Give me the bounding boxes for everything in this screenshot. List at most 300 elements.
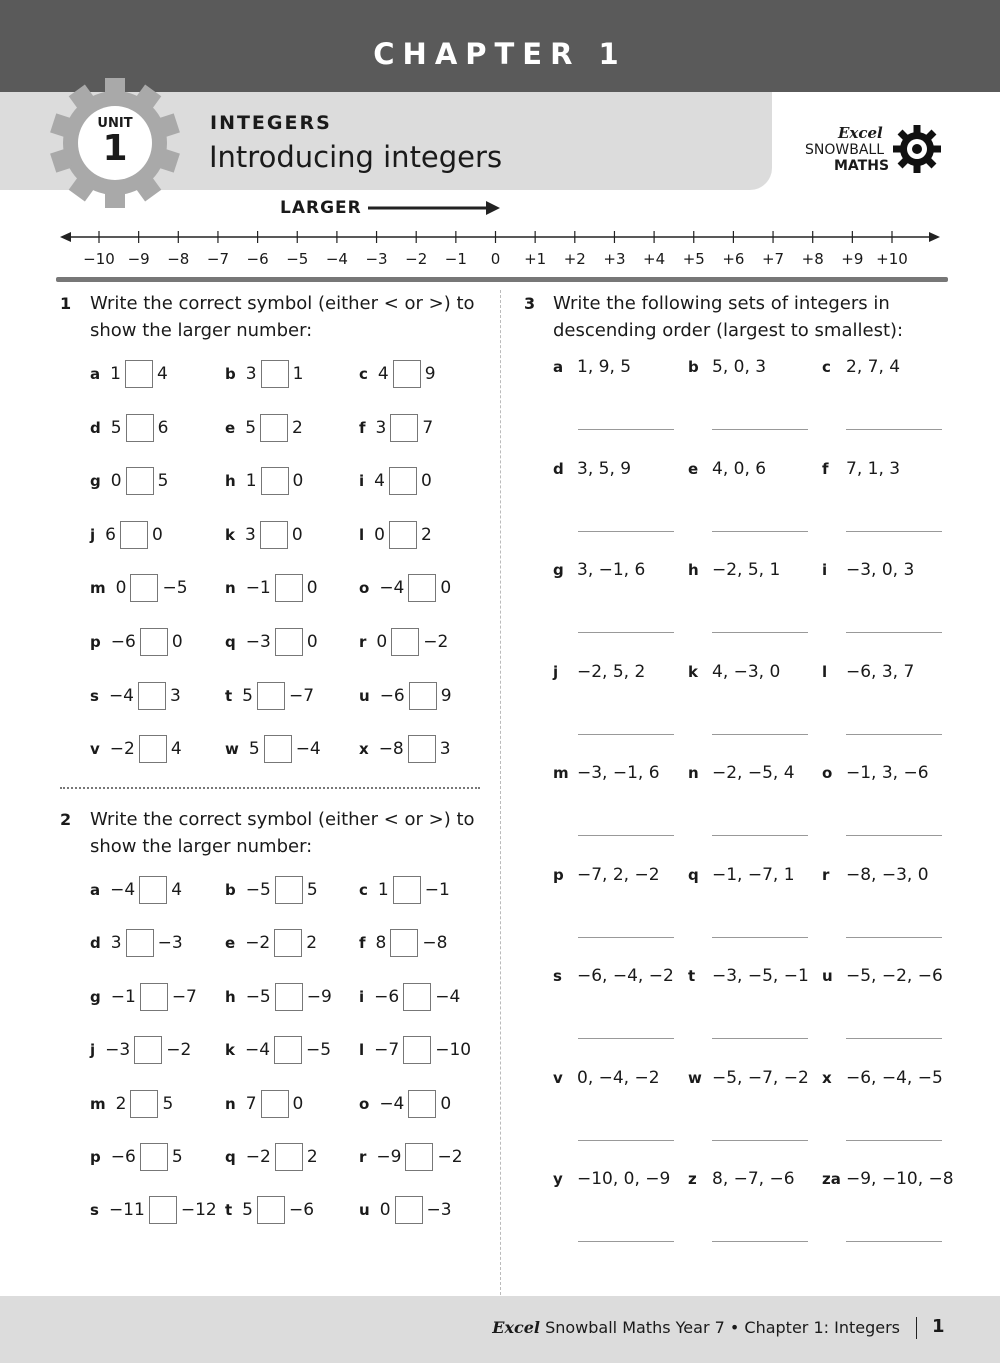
- item-letter: n: [225, 579, 236, 598]
- tick-label: −7: [206, 250, 229, 268]
- right-number: 0: [292, 1093, 304, 1114]
- integer-set: 5, 0, 3: [712, 357, 767, 377]
- item-letter: f: [359, 418, 366, 437]
- answer-box[interactable]: [274, 929, 302, 957]
- answer-line[interactable]: [846, 632, 942, 633]
- right-number: −8: [422, 933, 448, 954]
- item-letter: i: [822, 561, 828, 579]
- answer-box[interactable]: [138, 682, 166, 710]
- integer-set: −10, 0, −9: [577, 1169, 671, 1189]
- comparison-item: [90, 412, 168, 444]
- answer-box[interactable]: [260, 414, 288, 442]
- right-number: −3: [426, 1200, 452, 1221]
- ordering-item: [553, 357, 631, 377]
- tick-label: −5: [286, 250, 309, 268]
- integer-set: −7, 2, −2: [577, 864, 660, 885]
- left-number: −6: [110, 1147, 136, 1167]
- left-number: 3: [244, 524, 256, 545]
- answer-box[interactable]: [126, 467, 154, 495]
- right-number: −9: [306, 986, 332, 1007]
- item-letter: d: [90, 934, 101, 953]
- footer-text: [492, 1318, 900, 1337]
- footer-separator: [916, 1317, 917, 1339]
- larger-label: LARGER: [280, 198, 362, 218]
- right-number: 0: [306, 632, 318, 652]
- ordering-item: [688, 1068, 809, 1088]
- comparison-item: [359, 358, 436, 390]
- right-number: 5: [306, 880, 318, 900]
- tick-label: −8: [167, 250, 190, 268]
- item-letter: f: [822, 459, 829, 478]
- answer-line[interactable]: [578, 531, 674, 532]
- integer-set: −8, −3, 0: [846, 864, 929, 885]
- item-letter: b: [688, 358, 699, 376]
- logo-gear-icon: [892, 124, 942, 174]
- integer-set: −6, −4, −5: [846, 1067, 943, 1088]
- right-number: 0: [291, 524, 303, 545]
- tick-label: −2: [405, 250, 428, 268]
- item-letter: c: [359, 881, 368, 899]
- item-letter: y: [553, 1170, 563, 1188]
- right-number: 5: [171, 1147, 183, 1167]
- ordering-item: [688, 865, 795, 885]
- answer-line[interactable]: [846, 835, 942, 836]
- left-number: 2: [115, 1093, 127, 1114]
- ordering-item: [553, 1068, 660, 1088]
- answer-line[interactable]: [712, 1038, 808, 1039]
- answer-box[interactable]: [389, 521, 417, 549]
- answer-box[interactable]: [261, 360, 289, 388]
- answer-box[interactable]: [274, 1036, 302, 1064]
- comparison-item: [359, 874, 450, 906]
- answer-box[interactable]: [139, 876, 167, 904]
- item-letter: z: [688, 1170, 697, 1188]
- answer-box[interactable]: [390, 414, 418, 442]
- left-number: 7: [245, 1093, 257, 1114]
- left-number: 4: [374, 471, 385, 492]
- item-letter: s: [553, 967, 562, 985]
- integer-set: 8, −7, −6: [712, 1169, 795, 1189]
- item-letter: q: [225, 633, 236, 651]
- ordering-item: [822, 662, 914, 682]
- answer-box[interactable]: [275, 983, 303, 1011]
- answer-line[interactable]: [578, 835, 674, 836]
- right-number: −5: [306, 1040, 332, 1061]
- comparison-item: [359, 412, 433, 444]
- left-number: −4: [110, 880, 136, 900]
- left-number: −6: [379, 685, 405, 706]
- item-letter: n: [225, 1094, 236, 1113]
- right-number: 0: [171, 632, 183, 652]
- answer-line[interactable]: [712, 1140, 808, 1141]
- answer-line[interactable]: [578, 1038, 674, 1039]
- left-number: −3: [245, 632, 271, 652]
- comparison-item: [225, 465, 303, 497]
- ordering-item: [822, 1169, 954, 1189]
- integer-set: 3, 5, 9: [577, 458, 632, 479]
- right-number: −7: [171, 986, 197, 1007]
- ordering-item: [822, 966, 943, 986]
- item-letter: a: [553, 358, 564, 376]
- left-number: 6: [105, 524, 116, 545]
- answer-box[interactable]: [126, 929, 154, 957]
- right-number: −2: [437, 1147, 463, 1167]
- right-number: 1: [292, 364, 304, 384]
- comparison-item: [225, 519, 303, 551]
- comparison-item: [359, 981, 460, 1013]
- answer-line[interactable]: [712, 734, 808, 735]
- item-letter: m: [90, 579, 106, 598]
- left-number: −4: [244, 1040, 271, 1061]
- right-number: −1: [424, 880, 450, 900]
- integer-set: 1, 9, 5: [577, 357, 632, 377]
- footer-excel: Excel: [492, 1318, 540, 1337]
- tick-label: 0: [490, 250, 501, 268]
- integer-set: −9, −10, −8: [846, 1169, 954, 1189]
- comparison-item: [225, 1194, 314, 1226]
- comparison-item: [90, 981, 197, 1013]
- item-letter: a: [90, 365, 101, 383]
- comparison-item: [359, 1141, 463, 1173]
- item-letter: p: [553, 865, 564, 884]
- tick-label: +1: [524, 250, 547, 268]
- answer-line[interactable]: [578, 632, 674, 633]
- item-letter: u: [359, 686, 370, 705]
- item-letter: s: [90, 686, 99, 705]
- comparison-item: [359, 572, 451, 604]
- answer-box[interactable]: [408, 1090, 436, 1118]
- answer-line[interactable]: [578, 1241, 674, 1242]
- unit-label: UNIT: [97, 116, 133, 131]
- item-letter: d: [90, 418, 101, 437]
- footer-bullet: •: [724, 1318, 745, 1337]
- left-number: 5: [248, 739, 260, 760]
- ordering-item: [688, 459, 766, 479]
- left-number: −2: [245, 1147, 271, 1167]
- tick-label: −10: [83, 250, 115, 268]
- answer-box[interactable]: [261, 467, 289, 495]
- comparison-item: [359, 519, 432, 551]
- page-title: Introducing integers: [209, 140, 503, 174]
- left-number: 8: [375, 933, 387, 954]
- tick-label: +9: [841, 250, 864, 268]
- tick-label: −9: [127, 250, 150, 268]
- integer-set: −5, −7, −2: [712, 1067, 809, 1088]
- right-number: 4: [170, 739, 182, 760]
- answer-box[interactable]: [130, 1090, 158, 1118]
- item-letter: za: [822, 1170, 841, 1188]
- tick-label: +2: [563, 250, 586, 268]
- ordering-item: [553, 1169, 670, 1189]
- left-number: 5: [110, 417, 122, 438]
- number-line: [0, 180, 1000, 250]
- tick-label: −3: [365, 250, 388, 268]
- integer-set: 4, −3, 0: [712, 661, 781, 682]
- answer-line[interactable]: [578, 1140, 674, 1141]
- answer-line[interactable]: [712, 1241, 808, 1242]
- right-number: −12: [180, 1200, 217, 1221]
- item-letter: i: [359, 987, 365, 1006]
- topic-title: INTEGERS: [210, 112, 332, 134]
- answer-box[interactable]: [403, 1036, 431, 1064]
- tick-label: +4: [643, 250, 666, 268]
- tick-label: +7: [761, 250, 785, 268]
- answer-box[interactable]: [130, 574, 158, 602]
- tick-label: −1: [444, 250, 467, 268]
- answer-line[interactable]: [846, 1241, 942, 1242]
- ordering-item: [822, 763, 929, 783]
- item-letter: g: [553, 561, 564, 579]
- ordering-item: [688, 966, 809, 986]
- left-number: 1: [245, 471, 257, 492]
- right-number: 9: [424, 364, 436, 384]
- integer-set: 0, −4, −2: [577, 1067, 660, 1088]
- logo-maths-text: MATHS: [834, 158, 890, 174]
- right-number: 5: [162, 1093, 174, 1114]
- comparison-item: [359, 927, 447, 959]
- comparison-item: [90, 572, 188, 604]
- answer-box[interactable]: [408, 735, 436, 763]
- answer-line[interactable]: [846, 1140, 942, 1141]
- right-number: −4: [435, 986, 461, 1007]
- item-letter: m: [90, 1094, 106, 1113]
- comparison-item: [225, 1088, 303, 1120]
- right-number: −6: [289, 1200, 315, 1221]
- answer-line[interactable]: [846, 531, 942, 532]
- ordering-item: [822, 865, 929, 885]
- comparison-item: [225, 874, 318, 906]
- answer-line[interactable]: [846, 937, 942, 938]
- item-letter: g: [90, 472, 101, 491]
- ordering-item: [822, 459, 900, 479]
- page-number: 1: [932, 1316, 945, 1337]
- item-letter: r: [822, 865, 830, 884]
- left-number: −11: [108, 1200, 145, 1221]
- answer-box[interactable]: [140, 628, 168, 656]
- answer-box[interactable]: [275, 1143, 303, 1171]
- left-number: 0: [376, 632, 388, 652]
- comparison-item: [90, 1088, 173, 1120]
- ordering-item: [688, 662, 780, 682]
- left-number: −1: [110, 986, 136, 1007]
- comparison-item: [225, 680, 314, 712]
- right-number: 4: [156, 364, 168, 384]
- item-letter: b: [225, 365, 236, 383]
- comparison-item: [90, 1034, 191, 1066]
- item-letter: x: [822, 1068, 832, 1087]
- answer-box[interactable]: [260, 521, 288, 549]
- left-number: −5: [245, 880, 271, 900]
- answer-line[interactable]: [712, 937, 808, 938]
- answer-box[interactable]: [140, 983, 168, 1011]
- answer-box[interactable]: [139, 735, 167, 763]
- answer-box[interactable]: [389, 467, 417, 495]
- left-number: −4: [379, 578, 405, 599]
- item-letter: b: [225, 881, 236, 899]
- question-3-number: 3: [524, 294, 536, 313]
- answer-box[interactable]: [390, 929, 418, 957]
- right-number: 0: [151, 524, 163, 545]
- right-number: 2: [306, 933, 318, 954]
- left-number: 0: [115, 578, 127, 599]
- item-letter: g: [90, 987, 101, 1006]
- integer-set: 7, 1, 3: [846, 458, 901, 479]
- item-letter: r: [359, 633, 367, 651]
- ordering-item: [688, 560, 780, 580]
- answer-box[interactable]: [408, 574, 436, 602]
- right-number: −3: [157, 933, 183, 954]
- item-letter: u: [822, 967, 833, 985]
- left-number: −8: [378, 739, 404, 760]
- integer-set: −2, −5, 4: [712, 763, 795, 783]
- item-letter: s: [90, 1201, 99, 1220]
- answer-line[interactable]: [578, 937, 674, 938]
- answer-box[interactable]: [391, 628, 419, 656]
- question-1-number: 1: [60, 294, 72, 313]
- tick-label: +10: [876, 250, 908, 268]
- ordering-item: [688, 357, 766, 377]
- answer-line[interactable]: [712, 835, 808, 836]
- item-letter: t: [225, 1201, 233, 1220]
- left-number: 3: [110, 933, 122, 954]
- answer-box[interactable]: [405, 1143, 433, 1171]
- item-letter: e: [225, 934, 236, 953]
- comparison-item: [90, 465, 168, 497]
- answer-box[interactable]: [140, 1143, 168, 1171]
- answer-line[interactable]: [846, 1038, 942, 1039]
- answer-box[interactable]: [134, 1036, 162, 1064]
- comparison-item: [225, 626, 318, 658]
- answer-box[interactable]: [395, 1196, 423, 1224]
- item-letter: l: [359, 1041, 365, 1060]
- comparison-item: [225, 733, 321, 765]
- tick-label: +8: [801, 250, 824, 268]
- left-number: 0: [374, 524, 385, 545]
- item-letter: h: [688, 561, 699, 579]
- right-number: 0: [420, 471, 432, 492]
- tick-label: −6: [246, 250, 269, 268]
- item-letter: v: [90, 740, 100, 759]
- item-letter: t: [225, 686, 233, 705]
- integer-set: 3, −1, 6: [577, 560, 646, 580]
- logo-excel-text: Excel: [838, 124, 883, 142]
- right-number: 2: [420, 524, 432, 545]
- right-number: 0: [440, 1093, 452, 1114]
- answer-box[interactable]: [126, 414, 154, 442]
- right-number: 4: [171, 880, 183, 900]
- answer-box[interactable]: [275, 628, 303, 656]
- item-letter: q: [688, 865, 699, 884]
- answer-box[interactable]: [393, 360, 421, 388]
- item-letter: l: [359, 525, 365, 544]
- tick-label: −4: [325, 250, 348, 268]
- answer-box[interactable]: [125, 360, 153, 388]
- left-number: 1: [377, 880, 389, 900]
- right-number: −5: [162, 578, 188, 599]
- comparison-item: [90, 1194, 217, 1226]
- ordering-item: [822, 357, 900, 377]
- answer-box[interactable]: [264, 735, 292, 763]
- item-letter: j: [90, 1041, 96, 1060]
- answer-box[interactable]: [120, 521, 148, 549]
- answer-line[interactable]: [712, 429, 808, 430]
- answer-line[interactable]: [712, 531, 808, 532]
- comparison-item: [359, 465, 432, 497]
- ordering-item: [553, 459, 631, 479]
- item-letter: e: [225, 418, 236, 437]
- item-letter: p: [90, 1148, 101, 1166]
- left-number: 0: [110, 471, 122, 492]
- item-letter: p: [90, 633, 101, 651]
- right-number: 0: [440, 578, 452, 599]
- ordering-item: [822, 1068, 943, 1088]
- answer-line[interactable]: [712, 632, 808, 633]
- comparison-item: [359, 680, 452, 712]
- question-2-text: Write the correct symbol (either < or >) to show the larger number:: [90, 809, 475, 857]
- tick-label: +5: [682, 250, 705, 268]
- answer-box[interactable]: [257, 1196, 285, 1224]
- answer-box[interactable]: [275, 574, 303, 602]
- left-number: −4: [379, 1093, 405, 1114]
- left-number: 1: [110, 364, 121, 384]
- comparison-item: [225, 358, 303, 390]
- right-number: 9: [440, 685, 452, 706]
- item-letter: c: [359, 365, 368, 383]
- right-number: −7: [289, 685, 315, 706]
- answer-box[interactable]: [261, 1090, 289, 1118]
- comparison-item: [225, 1141, 318, 1173]
- answer-box[interactable]: [257, 682, 285, 710]
- tick-label: +6: [722, 250, 745, 268]
- ordering-item: [688, 763, 795, 783]
- item-letter: m: [553, 764, 569, 782]
- integer-set: −1, −7, 1: [712, 864, 795, 885]
- right-number: 2: [292, 417, 303, 438]
- comparison-item: [359, 1088, 451, 1120]
- answer-line[interactable]: [846, 429, 942, 430]
- integer-set: 4, 0, 6: [712, 458, 767, 479]
- question-1-text: Write the correct symbol (either < or >) to show the larger number:: [90, 293, 475, 341]
- comparison-item: [90, 733, 182, 765]
- item-letter: q: [225, 1148, 236, 1166]
- right-number: −10: [435, 1040, 472, 1061]
- left-number: 5: [245, 417, 257, 438]
- answer-box[interactable]: [403, 983, 431, 1011]
- question-2-number: 2: [60, 810, 72, 829]
- item-letter: c: [822, 358, 831, 376]
- answer-box[interactable]: [409, 682, 437, 710]
- answer-box[interactable]: [275, 876, 303, 904]
- answer-line[interactable]: [846, 734, 942, 735]
- right-number: −4: [295, 739, 321, 760]
- left-number: 3: [375, 417, 387, 438]
- answer-box[interactable]: [149, 1196, 177, 1224]
- left-number: 3: [245, 364, 257, 384]
- left-number: −6: [374, 986, 400, 1007]
- answer-line[interactable]: [578, 429, 674, 430]
- comparison-item: [225, 981, 332, 1013]
- ordering-item: [553, 662, 645, 682]
- integer-set: −6, 3, 7: [846, 661, 915, 682]
- ordering-item: [688, 1169, 795, 1189]
- integer-set: −3, −1, 6: [577, 763, 660, 783]
- answer-line[interactable]: [578, 734, 674, 735]
- ordering-item: [553, 865, 660, 885]
- comparison-item: [359, 1194, 452, 1226]
- item-letter: h: [225, 472, 236, 491]
- answer-box[interactable]: [393, 876, 421, 904]
- tick-label: +3: [603, 250, 626, 268]
